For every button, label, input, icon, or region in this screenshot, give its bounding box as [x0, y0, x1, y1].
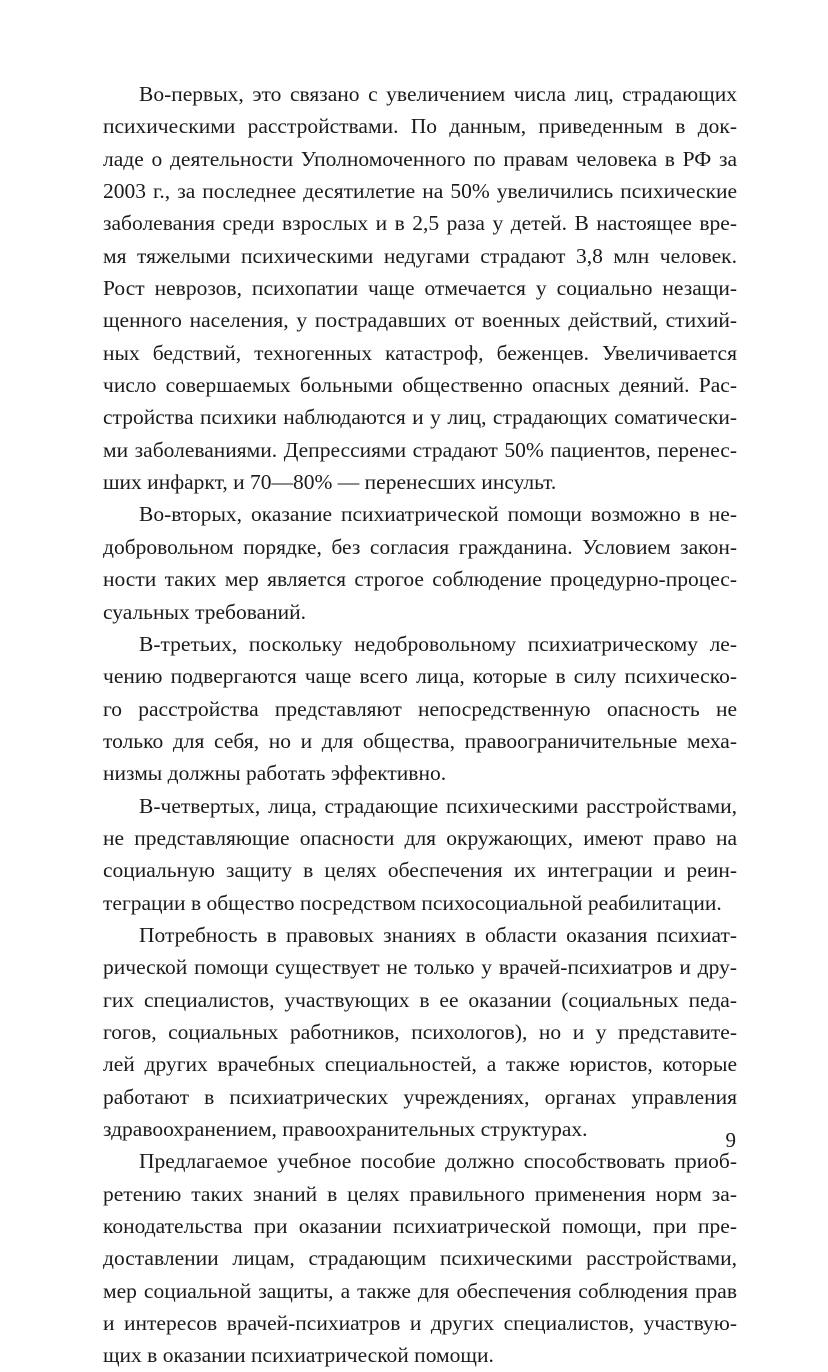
- paragraph-line: В-третьих, поскольку недобровольному психиатрическому ле-: [139, 631, 737, 656]
- paragraph-line: суальных требований.: [103, 599, 307, 624]
- body-text: [103, 78, 737, 1372]
- paragraph-line: Потребность в правовых знаниях в области оказания психиат-: [139, 922, 737, 947]
- paragraph-line: рической помощи существует не только у врачей-психиатров и дру-: [103, 955, 737, 980]
- paragraph-line: конодательства при оказании психиатрической помощи, при пре-: [103, 1214, 737, 1239]
- paragraph-line: низмы должны работать эффективно.: [103, 761, 447, 786]
- paragraph-line: щенного населения, у пострадавших от военных действий, стихий-: [103, 308, 737, 333]
- paragraph-line: психическими расстройствами. По данным, приведенным в док-: [103, 114, 737, 139]
- paragraph-line: заболевания среди взрослых и в 2,5 раза у детей. В настоящее вре-: [103, 211, 737, 236]
- paragraph-line: мер социальной защиты, а также для обеспечения соблюдения прав: [103, 1278, 737, 1303]
- paragraph-line: щих в оказании психиатрической помощи.: [103, 1343, 494, 1368]
- paragraph-line: чению подвергаются чаще всего лица, которые в силу психическо-: [103, 664, 737, 689]
- paragraph-line: ности таких мер является строгое соблюдение процедурно-процес-: [103, 567, 737, 592]
- paragraph-line: теграции в общество посредством психосоциальной реабилитации.: [103, 890, 722, 915]
- paragraph-line: только для себя, но и для общества, правоограничительные меха-: [103, 728, 737, 753]
- paragraph-line: гих специалистов, участвующих в ее оказании (социальных педа-: [103, 987, 737, 1012]
- paragraph-line: ладе о деятельности Уполномоченного по правам человека в РФ за: [103, 146, 737, 171]
- paragraph-line: стройства психики наблюдаются и у лиц, страдающих соматически-: [103, 405, 737, 430]
- paragraph-line: ных бедствий, техногенных катастроф, беженцев. Увеличивается: [103, 340, 737, 365]
- paragraph-line: ретению таких знаний в целях правильного применения норм за-: [103, 1181, 737, 1206]
- paragraph-line: число совершаемых больными общественно опасных деяний. Рас-: [103, 373, 737, 398]
- paragraph-line: мя тяжелыми психическими недугами страдают 3,8 млн человек.: [103, 243, 737, 268]
- paragraph-line: Во-первых, это связано с увеличением числа лиц, страдающих: [139, 82, 737, 106]
- page-number: 9: [725, 1128, 736, 1152]
- paragraph-line: и интересов врачей-психиатров и других специалистов, участвую-: [103, 1311, 737, 1336]
- paragraph-line: Предлагаемое учебное пособие должно способствовать приоб-: [139, 1149, 737, 1174]
- paragraph-line: гогов, социальных работников, психологов), но и у представите-: [103, 1019, 737, 1044]
- paragraph-line: ми заболеваниями. Депрессиями страдают 50% пациентов, перенес-: [103, 437, 737, 462]
- paragraph-line: работают в психиатрических учреждениях, органах управления: [103, 1084, 737, 1109]
- paragraph-line: не представляющие опасности для окружающих, имеют право на: [103, 825, 737, 850]
- paragraph-line: здравоохранением, правоохранительных структурах.: [103, 1117, 588, 1141]
- paragraph-line: ших инфаркт, и 70—80% — перенесших инсульт.: [103, 470, 557, 495]
- paragraph-line: доставлении лицам, страдающим психическими расстройствами,: [103, 1246, 737, 1271]
- paragraph-line: социальную защиту в целях обеспечения их интеграции и реин-: [103, 858, 737, 883]
- paragraph-line: добровольном порядке, без согласия гражданина. Условием закон-: [103, 534, 737, 559]
- paragraph-line: Во-вторых, оказание психиатрической помощи возможно в не-: [139, 502, 737, 527]
- paragraph-line: го расстройства представляют непосредственную опасность не: [103, 696, 737, 721]
- paragraph-line: лей других врачебных специальностей, а также юристов, которые: [103, 1052, 737, 1077]
- paragraph-line: В-четвертых, лица, страдающие психическими расстройствами,: [139, 793, 737, 818]
- paragraph-line: Рост неврозов, психопатии чаще отмечается у социально незащи-: [103, 276, 737, 301]
- paragraph-line: 2003 г., за последнее десятилетие на 50% увеличились психические: [103, 179, 737, 204]
